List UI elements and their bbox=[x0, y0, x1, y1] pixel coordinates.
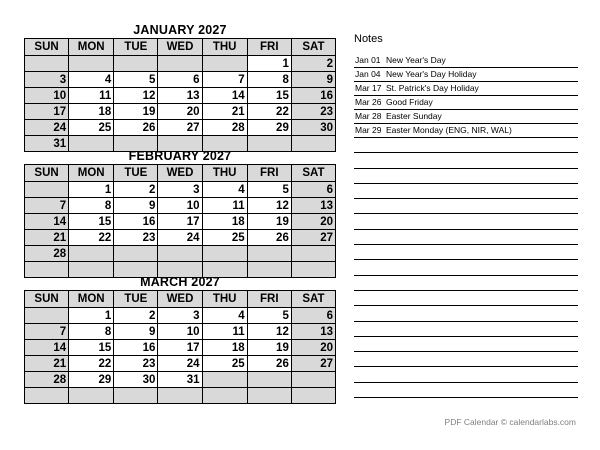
day-cell: 22 bbox=[69, 356, 114, 372]
day-cell: 5 bbox=[247, 308, 291, 324]
note-date: Jan 04 bbox=[355, 69, 381, 79]
note-blank-line[interactable] bbox=[354, 138, 578, 153]
day-cell: 26 bbox=[114, 120, 158, 136]
week-row bbox=[25, 340, 336, 356]
day-cell: 4 bbox=[202, 308, 247, 324]
day-cell: 4 bbox=[69, 72, 114, 88]
day-cell: 11 bbox=[202, 324, 247, 340]
weekday-header: THU bbox=[202, 291, 247, 308]
day-cell: 9 bbox=[291, 72, 335, 88]
day-cell: 17 bbox=[25, 104, 69, 120]
day-cell: 21 bbox=[25, 356, 69, 372]
note-text: Easter Sunday bbox=[386, 111, 442, 121]
note-date: Mar 26 bbox=[355, 97, 382, 107]
day-cell: 21 bbox=[202, 104, 247, 120]
day-cell: 22 bbox=[69, 230, 114, 246]
week-row bbox=[25, 182, 336, 198]
week-row bbox=[25, 308, 336, 324]
day-cell: 15 bbox=[247, 88, 291, 104]
day-cell: 14 bbox=[202, 88, 247, 104]
day-cell: 10 bbox=[158, 324, 202, 340]
weekday-header: TUE bbox=[114, 39, 158, 56]
month-february bbox=[24, 148, 336, 278]
notes-panel bbox=[354, 24, 578, 398]
week-row bbox=[25, 388, 336, 404]
day-cell: 6 bbox=[291, 182, 335, 198]
note-blank-line[interactable] bbox=[354, 184, 578, 199]
day-cell bbox=[114, 246, 158, 262]
day-cell: 8 bbox=[69, 324, 114, 340]
day-cell: 28 bbox=[202, 120, 247, 136]
day-cell: 10 bbox=[158, 198, 202, 214]
day-cell: 11 bbox=[202, 198, 247, 214]
note-blank-line[interactable] bbox=[354, 322, 578, 337]
day-cell: 14 bbox=[25, 214, 69, 230]
weekday-header: FRI bbox=[247, 291, 291, 308]
day-cell bbox=[247, 372, 291, 388]
day-cell: 1 bbox=[247, 56, 291, 72]
day-cell: 9 bbox=[114, 324, 158, 340]
weekday-header: TUE bbox=[114, 165, 158, 182]
day-cell: 18 bbox=[69, 104, 114, 120]
note-text: Good Friday bbox=[386, 97, 433, 107]
calendar-grid bbox=[24, 38, 336, 152]
footer-credit: PDF Calendar © calendarlabs.com bbox=[444, 417, 576, 427]
day-cell: 23 bbox=[114, 356, 158, 372]
weekday-header: SAT bbox=[291, 39, 335, 56]
day-cell: 27 bbox=[158, 120, 202, 136]
day-cell: 24 bbox=[158, 356, 202, 372]
day-cell: 27 bbox=[291, 230, 335, 246]
day-cell bbox=[114, 56, 158, 72]
day-cell: 31 bbox=[25, 136, 69, 152]
calendar-grid bbox=[24, 290, 336, 404]
day-cell: 25 bbox=[69, 120, 114, 136]
day-cell: 31 bbox=[158, 372, 202, 388]
week-row bbox=[25, 198, 336, 214]
day-cell: 2 bbox=[291, 56, 335, 72]
note-blank-line[interactable] bbox=[354, 276, 578, 291]
day-cell: 12 bbox=[247, 198, 291, 214]
day-cell: 16 bbox=[114, 340, 158, 356]
note-blank-line[interactable] bbox=[354, 260, 578, 275]
day-cell: 15 bbox=[69, 214, 114, 230]
note-blank-line[interactable] bbox=[354, 199, 578, 214]
week-row bbox=[25, 88, 336, 104]
day-cell: 27 bbox=[291, 356, 335, 372]
calendar-grid bbox=[24, 164, 336, 278]
month-march bbox=[24, 274, 336, 404]
day-cell: 16 bbox=[114, 214, 158, 230]
week-row bbox=[25, 72, 336, 88]
day-cell: 20 bbox=[158, 104, 202, 120]
day-cell bbox=[291, 246, 335, 262]
day-cell: 25 bbox=[202, 230, 247, 246]
note-blank-line[interactable] bbox=[354, 337, 578, 352]
note-entry bbox=[354, 54, 578, 68]
day-cell bbox=[202, 246, 247, 262]
day-cell bbox=[25, 182, 69, 198]
day-cell: 2 bbox=[114, 182, 158, 198]
weekday-header-row bbox=[25, 39, 336, 56]
day-cell bbox=[25, 308, 69, 324]
weekday-header: MON bbox=[69, 165, 114, 182]
day-cell: 21 bbox=[25, 230, 69, 246]
day-cell: 28 bbox=[25, 246, 69, 262]
note-blank-line[interactable] bbox=[354, 153, 578, 168]
note-date: Jan 01 bbox=[355, 55, 381, 65]
day-cell: 11 bbox=[69, 88, 114, 104]
day-cell bbox=[202, 56, 247, 72]
day-cell: 15 bbox=[69, 340, 114, 356]
weekday-header: SAT bbox=[291, 165, 335, 182]
week-row bbox=[25, 356, 336, 372]
weekday-header: WED bbox=[158, 39, 202, 56]
day-cell: 4 bbox=[202, 182, 247, 198]
day-cell bbox=[158, 246, 202, 262]
note-entry bbox=[354, 110, 578, 124]
day-cell: 26 bbox=[247, 230, 291, 246]
note-blank-line[interactable] bbox=[354, 383, 578, 398]
day-cell: 8 bbox=[69, 198, 114, 214]
weekday-header: FRI bbox=[247, 39, 291, 56]
note-entry bbox=[354, 82, 578, 96]
day-cell: 19 bbox=[247, 214, 291, 230]
day-cell: 7 bbox=[25, 198, 69, 214]
day-cell: 13 bbox=[158, 88, 202, 104]
day-cell: 12 bbox=[114, 88, 158, 104]
week-row bbox=[25, 56, 336, 72]
weekday-header: SAT bbox=[291, 291, 335, 308]
weekday-header: THU bbox=[202, 165, 247, 182]
day-cell bbox=[291, 372, 335, 388]
day-cell: 24 bbox=[25, 120, 69, 136]
day-cell: 5 bbox=[114, 72, 158, 88]
day-cell: 13 bbox=[291, 324, 335, 340]
day-cell bbox=[69, 388, 114, 404]
day-cell: 6 bbox=[158, 72, 202, 88]
week-row bbox=[25, 120, 336, 136]
day-cell: 17 bbox=[158, 214, 202, 230]
day-cell: 13 bbox=[291, 198, 335, 214]
day-cell: 29 bbox=[247, 120, 291, 136]
day-cell: 5 bbox=[247, 182, 291, 198]
note-blank-line[interactable] bbox=[354, 214, 578, 229]
note-entry bbox=[354, 96, 578, 110]
weekday-header: SUN bbox=[25, 39, 69, 56]
week-row bbox=[25, 104, 336, 120]
day-cell bbox=[202, 388, 247, 404]
month-title: FEBRUARY 2027 bbox=[128, 149, 232, 163]
day-cell: 3 bbox=[158, 308, 202, 324]
day-cell: 19 bbox=[247, 340, 291, 356]
day-cell bbox=[202, 372, 247, 388]
note-blank-line[interactable] bbox=[354, 352, 578, 367]
day-cell: 17 bbox=[158, 340, 202, 356]
note-blank-line[interactable] bbox=[354, 245, 578, 260]
day-cell: 10 bbox=[25, 88, 69, 104]
note-blank-line[interactable] bbox=[354, 169, 578, 184]
note-blank-line[interactable] bbox=[354, 291, 578, 306]
day-cell: 6 bbox=[291, 308, 335, 324]
day-cell: 3 bbox=[25, 72, 69, 88]
note-blank-line[interactable] bbox=[354, 367, 578, 382]
day-cell: 30 bbox=[291, 120, 335, 136]
month-title: JANUARY 2027 bbox=[133, 23, 227, 37]
day-cell: 22 bbox=[247, 104, 291, 120]
day-cell bbox=[114, 388, 158, 404]
weekday-header-row bbox=[25, 291, 336, 308]
weekday-header: MON bbox=[69, 291, 114, 308]
day-cell: 2 bbox=[114, 308, 158, 324]
note-text: New Year's Day bbox=[386, 55, 446, 65]
week-row bbox=[25, 324, 336, 340]
weekday-header: TUE bbox=[114, 291, 158, 308]
weekday-header: THU bbox=[202, 39, 247, 56]
week-row bbox=[25, 214, 336, 230]
weekday-header: WED bbox=[158, 165, 202, 182]
notes-list bbox=[354, 54, 578, 398]
day-cell bbox=[247, 388, 291, 404]
day-cell: 18 bbox=[202, 340, 247, 356]
day-cell: 26 bbox=[247, 356, 291, 372]
day-cell: 23 bbox=[114, 230, 158, 246]
note-blank-line[interactable] bbox=[354, 230, 578, 245]
day-cell bbox=[291, 388, 335, 404]
day-cell: 1 bbox=[69, 182, 114, 198]
day-cell: 23 bbox=[291, 104, 335, 120]
day-cell: 1 bbox=[69, 308, 114, 324]
note-date: Mar 28 bbox=[355, 111, 382, 121]
day-cell: 18 bbox=[202, 214, 247, 230]
day-cell: 19 bbox=[114, 104, 158, 120]
week-row bbox=[25, 372, 336, 388]
day-cell: 28 bbox=[25, 372, 69, 388]
day-cell bbox=[158, 388, 202, 404]
note-date: Mar 17 bbox=[355, 83, 382, 93]
day-cell bbox=[158, 56, 202, 72]
note-text: St. Patrick's Day Holiday bbox=[386, 83, 479, 93]
notes-title: Notes bbox=[354, 33, 383, 45]
week-row bbox=[25, 246, 336, 262]
weekday-header: SUN bbox=[25, 291, 69, 308]
week-row bbox=[25, 230, 336, 246]
day-cell: 7 bbox=[25, 324, 69, 340]
day-cell: 14 bbox=[25, 340, 69, 356]
day-cell bbox=[25, 56, 69, 72]
month-title: MARCH 2027 bbox=[140, 275, 220, 289]
day-cell bbox=[69, 56, 114, 72]
day-cell: 29 bbox=[69, 372, 114, 388]
day-cell: 25 bbox=[202, 356, 247, 372]
day-cell: 20 bbox=[291, 340, 335, 356]
day-cell: 3 bbox=[158, 182, 202, 198]
day-cell bbox=[69, 246, 114, 262]
day-cell: 16 bbox=[291, 88, 335, 104]
note-date: Mar 29 bbox=[355, 125, 382, 135]
month-january bbox=[24, 22, 336, 152]
day-cell: 7 bbox=[202, 72, 247, 88]
day-cell: 12 bbox=[247, 324, 291, 340]
day-cell bbox=[25, 388, 69, 404]
weekday-header: FRI bbox=[247, 165, 291, 182]
day-cell: 20 bbox=[291, 214, 335, 230]
note-text: Easter Monday (ENG, NIR, WAL) bbox=[386, 125, 512, 135]
weekday-header: MON bbox=[69, 39, 114, 56]
day-cell: 9 bbox=[114, 198, 158, 214]
weekday-header: WED bbox=[158, 291, 202, 308]
weekday-header-row bbox=[25, 165, 336, 182]
note-blank-line[interactable] bbox=[354, 306, 578, 321]
note-text: New Year's Day Holiday bbox=[386, 69, 477, 79]
day-cell bbox=[247, 246, 291, 262]
day-cell: 30 bbox=[114, 372, 158, 388]
weekday-header: SUN bbox=[25, 165, 69, 182]
note-entry bbox=[354, 124, 578, 138]
day-cell: 24 bbox=[158, 230, 202, 246]
day-cell: 8 bbox=[247, 72, 291, 88]
note-entry bbox=[354, 68, 578, 82]
